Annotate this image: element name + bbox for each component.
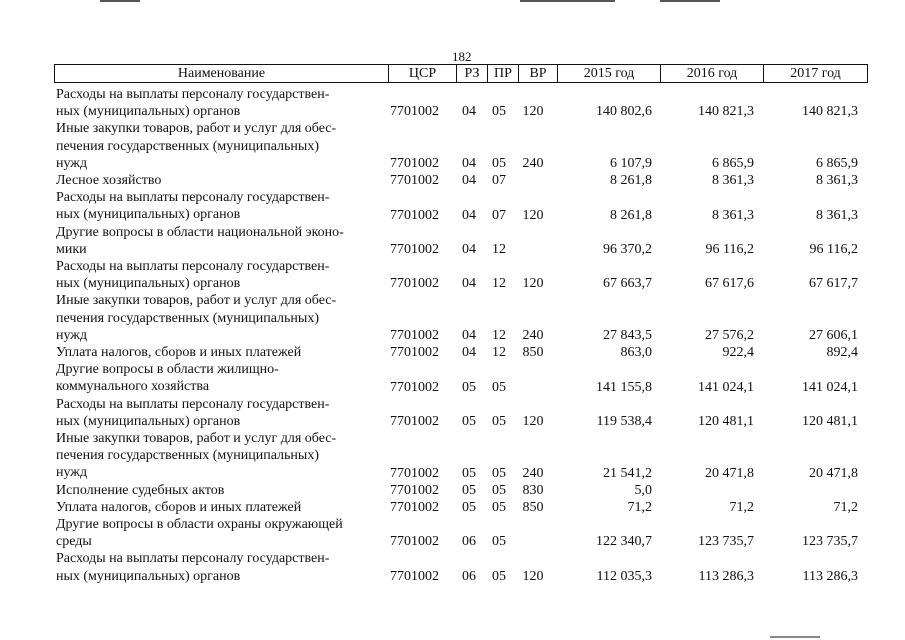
table-row [56, 396, 868, 430]
cell-pr: 12 [492, 276, 506, 292]
cell-y2016: 922,4 [722, 345, 754, 361]
row-name-line: Лесное хозяйство [56, 173, 162, 189]
cell-pr: 05 [492, 414, 506, 430]
row-name-line: Другие вопросы в области жилищно- [56, 362, 279, 378]
cell-rz: 05 [462, 379, 476, 395]
row-name [56, 482, 386, 499]
cell-rz: 04 [462, 156, 476, 172]
cell-csr: 7701002 [390, 345, 439, 361]
cell-y2015: 27 843,5 [603, 328, 652, 344]
row-name-line: Расходы на выплаты персоналу государствен- [56, 259, 330, 275]
row-name [56, 344, 386, 361]
scan-edge-line [520, 0, 615, 2]
row-name-line: Другие вопросы в области охраны окружающей [56, 517, 343, 533]
row-name-line: нужд [56, 327, 88, 343]
cell-y2017: 96 116,2 [809, 242, 858, 258]
table-row [56, 361, 868, 395]
row-name [56, 86, 386, 120]
table-row [56, 172, 868, 189]
cell-pr: 05 [492, 104, 506, 120]
table-row [56, 189, 868, 223]
row-name-line: Иные закупки товаров, работ и услуг для обес- [56, 121, 337, 137]
cell-pr: 07 [492, 173, 506, 189]
row-name [56, 224, 386, 258]
page-number: 182 [452, 49, 472, 64]
cell-y2016: 8 361,3 [712, 173, 754, 189]
cell-vr: 240 [522, 156, 544, 172]
cell-y2015: 8 261,8 [610, 207, 652, 223]
cell-y2015: 140 802,6 [596, 104, 652, 120]
cell-csr: 7701002 [390, 276, 439, 292]
row-name [56, 430, 386, 482]
row-name [56, 120, 386, 172]
row-name-line: Иные закупки товаров, работ и услуг для обес- [56, 431, 337, 447]
row-name-line: Уплата налогов, сборов и иных платежей [56, 499, 302, 515]
row-name [56, 396, 386, 430]
cell-y2015: 6 107,9 [610, 156, 652, 172]
table-row [56, 224, 868, 258]
scan-edge-line [660, 0, 720, 2]
cell-rz: 05 [462, 465, 476, 481]
row-name-line: печения государственных (муниципальных) [56, 448, 319, 464]
cell-csr: 7701002 [390, 379, 439, 395]
cell-pr: 05 [492, 465, 506, 481]
header-2017: 2017 год [790, 66, 841, 81]
cell-y2017: 8 361,3 [816, 173, 858, 189]
table-row [56, 550, 868, 584]
row-name-line: печения государственных (муниципальных) [56, 310, 319, 326]
cell-vr: 240 [522, 328, 544, 344]
header-name: Наименование [55, 65, 389, 82]
cell-y2016: 20 471,8 [705, 465, 754, 481]
row-name-line: среды [56, 534, 92, 550]
cell-pr: 05 [492, 500, 506, 516]
scan-edge-line [770, 636, 820, 638]
cell-y2015: 863,0 [620, 345, 652, 361]
cell-csr: 7701002 [390, 500, 439, 516]
cell-vr: 850 [522, 345, 544, 361]
cell-csr: 7701002 [390, 465, 439, 481]
cell-csr: 7701002 [390, 482, 439, 498]
cell-y2017: 71,2 [833, 500, 858, 516]
header-csr: ЦСР [389, 65, 457, 82]
cell-vr: 120 [522, 276, 544, 292]
row-name-line: коммунального хозяйства [56, 379, 210, 395]
cell-vr: 830 [522, 482, 544, 498]
cell-pr: 05 [492, 482, 506, 498]
cell-csr: 7701002 [390, 242, 439, 258]
row-name [56, 361, 386, 395]
cell-y2017: 120 481,1 [802, 414, 858, 430]
row-name-line: Уплата налогов, сборов и иных платежей [56, 345, 302, 361]
cell-rz: 04 [462, 104, 476, 120]
table-row [56, 86, 868, 120]
cell-rz: 06 [462, 534, 476, 550]
cell-y2016: 27 576,2 [705, 328, 754, 344]
header-rz: РЗ [457, 65, 488, 82]
cell-y2016: 140 821,3 [698, 104, 754, 120]
cell-rz: 04 [462, 207, 476, 223]
cell-y2015: 67 663,7 [603, 276, 652, 292]
cell-y2016: 6 865,9 [712, 156, 754, 172]
row-name-line: нужд [56, 155, 88, 171]
row-name-line: ных (муниципальных) органов [56, 207, 241, 223]
cell-y2016: 71,2 [729, 500, 754, 516]
cell-csr: 7701002 [390, 568, 439, 584]
cell-y2015: 112 035,3 [596, 568, 652, 584]
row-name [56, 292, 386, 344]
table-row [56, 344, 868, 361]
scan-edge-line [100, 0, 140, 2]
cell-csr: 7701002 [390, 414, 439, 430]
table-body [56, 86, 868, 585]
cell-y2016: 141 024,1 [698, 379, 754, 395]
cell-y2017: 6 865,9 [816, 156, 858, 172]
cell-vr: 120 [522, 568, 544, 584]
row-name [56, 189, 386, 223]
row-name-line: Другие вопросы в области национальной эконо- [56, 224, 344, 240]
cell-vr: 120 [522, 104, 544, 120]
row-name-line: ных (муниципальных) органов [56, 413, 241, 429]
row-name-line: ных (муниципальных) органов [56, 104, 241, 120]
cell-y2016: 67 617,6 [705, 276, 754, 292]
cell-y2017: 892,4 [826, 345, 858, 361]
table-row [56, 499, 868, 516]
table-row [56, 482, 868, 499]
cell-vr: 240 [522, 465, 544, 481]
row-name [56, 516, 386, 550]
row-name [56, 172, 386, 189]
table-row [56, 292, 868, 344]
row-name [56, 550, 386, 584]
cell-y2015: 5,0 [634, 482, 652, 498]
row-name-line: Исполнение судебных актов [56, 482, 225, 498]
cell-y2017: 140 821,3 [802, 104, 858, 120]
row-name-line: Расходы на выплаты персоналу государствен- [56, 87, 330, 102]
row-name-line: ных (муниципальных) органов [56, 568, 241, 584]
table-row [56, 258, 868, 292]
cell-rz: 04 [462, 242, 476, 258]
cell-pr: 05 [492, 568, 506, 584]
cell-pr: 05 [492, 156, 506, 172]
table-row [56, 120, 868, 172]
cell-rz: 04 [462, 345, 476, 361]
cell-rz: 05 [462, 482, 476, 498]
cell-pr: 12 [492, 345, 506, 361]
cell-csr: 7701002 [390, 173, 439, 189]
cell-vr: 120 [522, 414, 544, 430]
cell-csr: 7701002 [390, 104, 439, 120]
cell-pr: 12 [492, 328, 506, 344]
cell-y2017: 67 617,7 [809, 276, 858, 292]
cell-csr: 7701002 [390, 328, 439, 344]
row-name-line: печения государственных (муниципальных) [56, 138, 319, 154]
header-vr: ВР [519, 65, 558, 82]
cell-y2016: 8 361,3 [712, 207, 754, 223]
cell-pr: 05 [492, 534, 506, 550]
cell-rz: 05 [462, 500, 476, 516]
cell-y2015: 71,2 [627, 500, 652, 516]
cell-rz: 06 [462, 568, 476, 584]
cell-csr: 7701002 [390, 534, 439, 550]
cell-y2015: 21 541,2 [603, 465, 652, 481]
row-name-line: Расходы на выплаты персоналу государствен- [56, 396, 330, 412]
cell-y2017: 141 024,1 [802, 379, 858, 395]
cell-y2015: 96 370,2 [603, 242, 652, 258]
cell-y2016: 123 735,7 [698, 534, 754, 550]
row-name-line: Иные закупки товаров, работ и услуг для обес- [56, 293, 337, 309]
cell-y2017: 20 471,8 [809, 465, 858, 481]
cell-y2017: 123 735,7 [802, 534, 858, 550]
cell-y2015: 119 538,4 [596, 414, 652, 430]
cell-vr: 120 [522, 207, 544, 223]
cell-y2017: 113 286,3 [802, 568, 858, 584]
cell-rz: 05 [462, 414, 476, 430]
cell-y2015: 122 340,7 [596, 534, 652, 550]
cell-vr: 850 [522, 500, 544, 516]
cell-y2017: 8 361,3 [816, 207, 858, 223]
cell-rz: 04 [462, 173, 476, 189]
table-row [56, 516, 868, 550]
cell-pr: 07 [492, 207, 506, 223]
cell-pr: 05 [492, 379, 506, 395]
cell-csr: 7701002 [390, 207, 439, 223]
cell-y2016: 96 116,2 [705, 242, 754, 258]
row-name [56, 258, 386, 292]
table-row [56, 430, 868, 482]
row-name-line: нужд [56, 465, 88, 481]
row-name-line: мики [56, 241, 87, 257]
table-header [54, 64, 868, 83]
row-name-line: Расходы на выплаты персоналу государствен- [56, 551, 330, 567]
cell-rz: 04 [462, 276, 476, 292]
cell-y2015: 141 155,8 [596, 379, 652, 395]
cell-y2016: 113 286,3 [698, 568, 754, 584]
row-name [56, 499, 386, 516]
cell-csr: 7701002 [390, 156, 439, 172]
cell-rz: 04 [462, 328, 476, 344]
cell-y2017: 27 606,1 [809, 328, 858, 344]
header-2016: 2016 год [661, 65, 764, 82]
row-name-line: Расходы на выплаты персоналу государствен- [56, 190, 330, 206]
cell-y2015: 8 261,8 [610, 173, 652, 189]
cell-pr: 12 [492, 242, 506, 258]
header-2015: 2015 год [558, 65, 661, 82]
header-pr: ПР [488, 65, 519, 82]
cell-y2016: 120 481,1 [698, 414, 754, 430]
row-name-line: ных (муниципальных) органов [56, 276, 241, 292]
